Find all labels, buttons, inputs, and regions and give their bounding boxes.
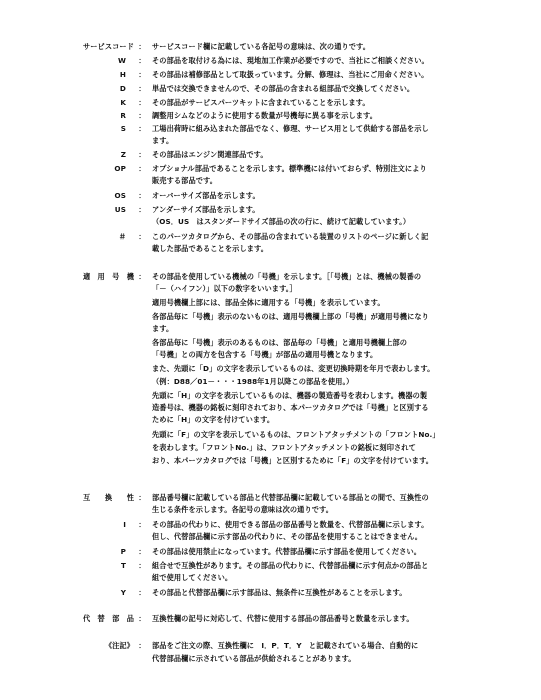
applicable-line: 各部品毎に「号機」表示のないものは、適用号機欄上部の「号機」が適用号機になり	[152, 312, 429, 321]
term-interchangeability: 互 換 性	[82, 493, 134, 502]
colon: ：	[138, 98, 146, 107]
code-description-continued: 組で使用してください。	[152, 573, 233, 582]
code-label: OS	[114, 191, 126, 200]
code-label: P	[120, 547, 126, 556]
code-description-continued: 販売する部品です。	[152, 176, 218, 185]
applicable-line: を表わします。「フロントNo.」は、フロントアタッチメントの銘板に刻印されて	[152, 443, 416, 452]
colon: ：	[138, 164, 146, 173]
applicable-line: 適用号機欄上部には、部品全体に適用する「号機」を表示しています。	[152, 298, 385, 307]
code-description: その部品は補修部品として取扱っています。分解、修理は、当社にご用命ください。	[152, 70, 429, 79]
colon: ：	[138, 493, 146, 502]
code-description: その部品はエンジン関連部品です。	[152, 150, 268, 159]
note-line: 代替部品欄に示されている部品が供給されることがあります。	[152, 654, 356, 663]
colon: ：	[138, 111, 146, 120]
code-description: その部品と代替部品欄に示す部品は、無条件に互換性があることを示します。	[152, 588, 407, 597]
applicable-line: ために「H」の文字を付けています。	[152, 415, 275, 424]
code-description-continued: ます。	[152, 136, 174, 145]
applicable-line: その部品を使用している機械の「号機」を示します。［「号機」とは、機械の製番の	[152, 272, 422, 281]
code-description-continued: （OS．US はスタンダードサイズ部品の次の行に、続けて記載しています。）	[152, 217, 411, 226]
code-label: R	[120, 111, 126, 120]
code-description: 単品では交換できませんので、その部品の含まれる組部品で交換してください。	[152, 84, 415, 93]
code-label: US	[114, 205, 126, 214]
applicable-line: 先頭に「H」の文字を表示しているものは、機器の製造番号を表わします。機器の製	[152, 391, 428, 400]
code-description: 組合せで互換性があります。その部品の代わりに、代替部品欄に示す何点かの部品と	[152, 561, 429, 570]
colon: ：	[138, 205, 146, 214]
applicable-line: 先頭に「F」の文字を表示しているものは、フロントアタッチメントの「フロントNo.」	[152, 430, 440, 439]
colon: ：	[138, 124, 146, 133]
code-label: K	[120, 98, 126, 107]
colon: ：	[138, 561, 146, 570]
applicable-line: ます。	[152, 324, 174, 333]
term-service-code: サービスコード	[82, 42, 134, 51]
service-code-intro: サービスコード欄に記載している各記号の意味は、次の通りです。	[152, 42, 371, 51]
colon: ：	[138, 84, 146, 93]
code-description: 工場出荷時に組み込まれた部品でなく、修理、サービス用として供給する部品を示し	[152, 124, 429, 133]
term-note: 《注記》	[104, 641, 134, 650]
code-label: OP	[114, 164, 126, 173]
applicable-line: 各部品毎に「号機」表示のあるものは、部品毎の「号機」と適用号機欄上部の	[152, 338, 408, 347]
interchange-intro: 生じる条件を示します。各記号の意味は次の通りです。	[152, 505, 334, 514]
code-description: その部品がサービスパーツキットに含まれていることを示します。	[152, 98, 370, 107]
colon: ：	[138, 641, 146, 650]
applicable-line: 造番号は、機器の銘板に刻印されており、本パーツカタログでは「号機」と区別する	[152, 403, 429, 412]
colon: ：	[138, 614, 146, 623]
code-label: Z	[120, 150, 126, 159]
colon: ：	[138, 150, 146, 159]
colon: ：	[138, 191, 146, 200]
note-line: 部品をご注文の際、互換性欄に I．P．T．Y と記載されている場合、自動的に	[152, 641, 419, 650]
applicable-line: また、先頭に「D」の文字を表示しているものは、変更切換時期を年月で表わします。	[152, 364, 435, 373]
code-description: その部品の代わりに、使用できる部品の部品番号と数量を、代替部品欄に示します。	[152, 520, 429, 529]
colon: ：	[138, 42, 146, 51]
code-description-continued: 但し、代替部品欄に示す部品の代わりに、その部品を使用することはできません。	[152, 532, 423, 541]
term-substitute-parts: 代 替 部 品	[82, 614, 134, 623]
code-label: I	[123, 520, 126, 529]
applicable-line: 「号機」との両方を包含する「号機」が部品の適用号機となります。	[152, 350, 378, 359]
code-description: その部品は使用禁止になっています。代替部品欄に示す部品を使用してください。	[152, 547, 422, 556]
code-description: 調整用シムなどのように使用する数量が号機毎に異る事を示します。	[152, 111, 378, 120]
code-label: ＃	[118, 232, 126, 241]
applicable-line: （例：D88／01－・・・1988年1月以降この部品を使用。）	[152, 377, 354, 386]
code-description: このパーツカタログから、その部品の含まれている装置のリストのページに新しく記	[152, 232, 429, 241]
term-applicable-machine: 適 用 号 機	[82, 272, 134, 281]
substitute-line: 互換性欄の記号に対応して、代替に使用する部品の部品番号と数量を示します。	[152, 614, 414, 623]
code-description: オーバーサイズ部品を示します。	[152, 191, 260, 200]
code-label: S	[120, 124, 126, 133]
colon: ：	[138, 232, 146, 241]
interchange-intro: 部品番号欄に記載している部品と代替部品欄に記載している部品との間で、互換性の	[152, 493, 429, 502]
code-label: W	[117, 56, 126, 65]
colon: ：	[138, 272, 146, 281]
colon: ：	[138, 588, 146, 597]
colon: ：	[138, 56, 146, 65]
colon: ：	[138, 70, 146, 79]
code-label: T	[120, 561, 126, 570]
code-label: Y	[120, 588, 126, 597]
code-label: H	[119, 70, 126, 79]
code-description: アンダーサイズ部品を示します。	[152, 205, 260, 214]
code-description-continued: 載した部品であることを示します。	[152, 244, 269, 253]
applicable-line: おり、本パーツカタログでは「号機」と区別するために「F」の文字を付けています。	[152, 456, 434, 465]
colon: ：	[138, 520, 146, 529]
applicable-line: 「－（ハイフン）」以下の数字をいいます。］	[152, 284, 297, 293]
code-description: その部品を取付ける為には、現地加工作業が必要ですので、当社にご相談ください。	[152, 56, 429, 65]
code-label: D	[119, 84, 126, 93]
colon: ：	[138, 547, 146, 556]
code-description: オプショナル部品であることを示します。標準機には付いておらず、特別注文により	[152, 164, 427, 173]
